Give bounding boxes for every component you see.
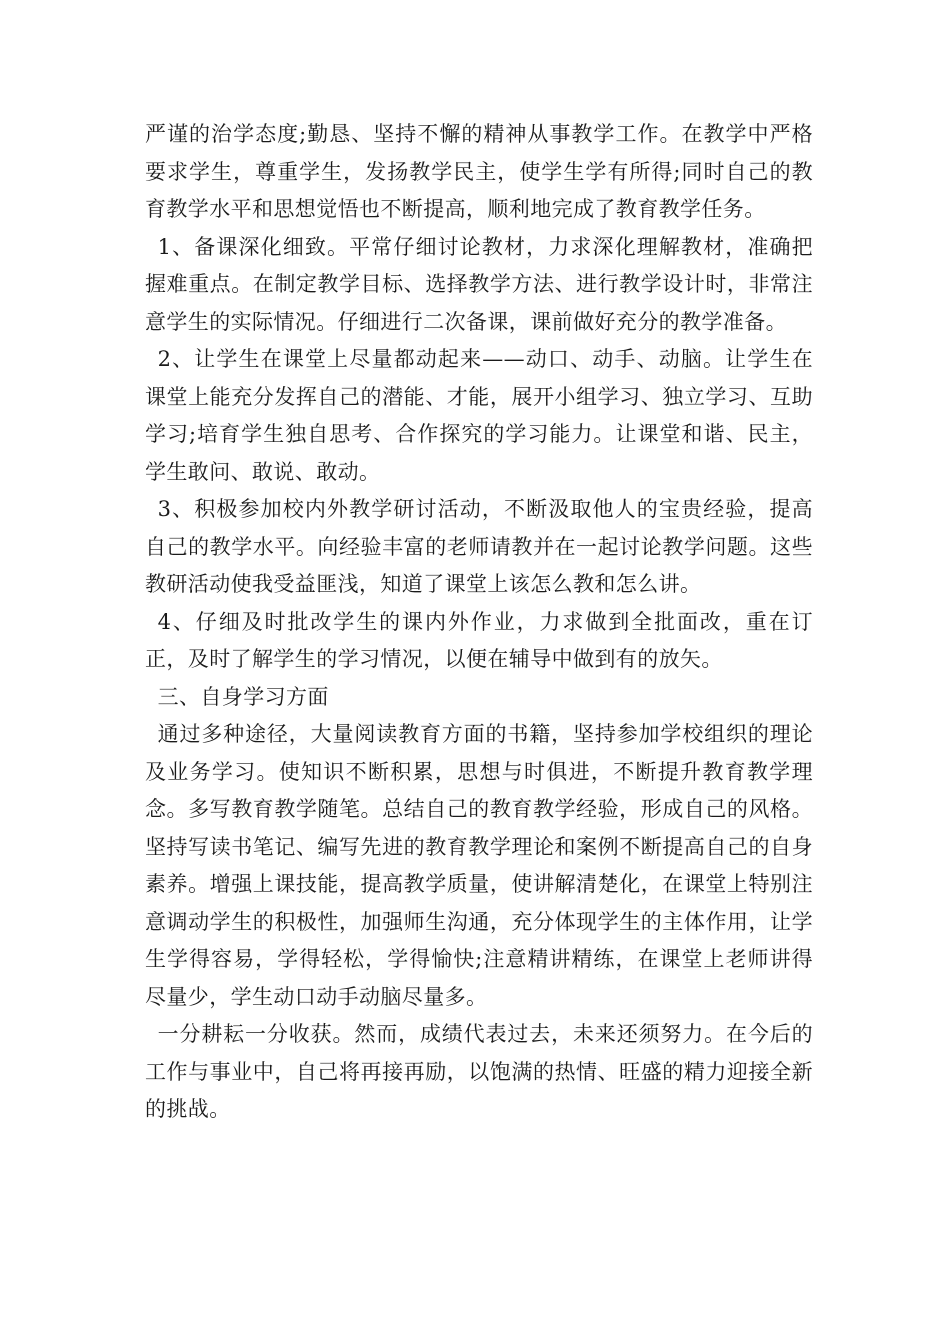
paragraph-item-2-active-learning: 2、让学生在课堂上尽量都动起来——动口、动手、动脑。让学生在课堂上能充分发挥自己的潜能、才能，展开小组学习、独立学习、互助学习;培育学生独自思考、合作探究的学习能力。让课堂和谐、民主，学生敢问、敢说、敢动。 bbox=[145, 347, 813, 484]
paragraph-self-study: 通过多种途径，大量阅读教育方面的书籍，坚持参加学校组织的理论及业务学习。使知识不断积累，思想与时俱进，不断提升教育教学理念。多写教育教学随笔。总结自己的教育教学经验，形成自己的风格。坚持写读书笔记、编写先进的教育教学理论和案例不断提高自己的自身素养。增强上课技能，提高教学质量，使讲解清楚化，在课堂上特别注意调动学生的积极性，加强师生沟通，充分体现学生的主体作用，让学生学得容易，学得轻松，学得愉快;注意精讲精练，在课堂上老师讲得尽量少，学生动口动手动脑尽量多。 bbox=[145, 722, 813, 1009]
paragraph-item-1-lesson-prep: 1、备课深化细致。平常仔细讨论教材，力求深化理解教材，准确把握难重点。在制定教学目标、选择教学方法、进行教学设计时，非常注意学生的实际情况。仔细进行二次备课，课前做好充分的教学准备。 bbox=[145, 234, 813, 334]
paragraph-item-4-homework: 4、仔细及时批改学生的课内外作业，力求做到全批面改，重在订正，及时了解学生的学习情况，以便在辅导中做到有的放矢。 bbox=[145, 609, 813, 671]
paragraph-item-3-teaching-research: 3、积极参加校内外教学研讨活动，不断汲取他人的宝贵经验，提高自己的教学水平。向经验丰富的老师请教并在一起讨论教学问题。这些教研活动使我受益匪浅，知道了课堂上该怎么教和怎么讲。 bbox=[145, 497, 813, 596]
paragraph-conclusion: 一分耕耘一分收获。然而，成绩代表过去，未来还须努力。在今后的工作与事业中，自己将再接再励，以饱满的热情、旺盛的精力迎接全新的挑战。 bbox=[145, 1022, 813, 1121]
paragraph-intro-continuation: 严谨的治学态度;勤恳、坚持不懈的精神从事教学工作。在教学中严格要求学生，尊重学生，发扬教学民主，使学生学有所得;同时自己的教育教学水平和思想觉悟也不断提高，顺利地完成了教育教学任务。 bbox=[145, 122, 813, 221]
section-heading-self-study: 三、自身学习方面 bbox=[157, 684, 329, 709]
document-body bbox=[145, 116, 813, 1129]
